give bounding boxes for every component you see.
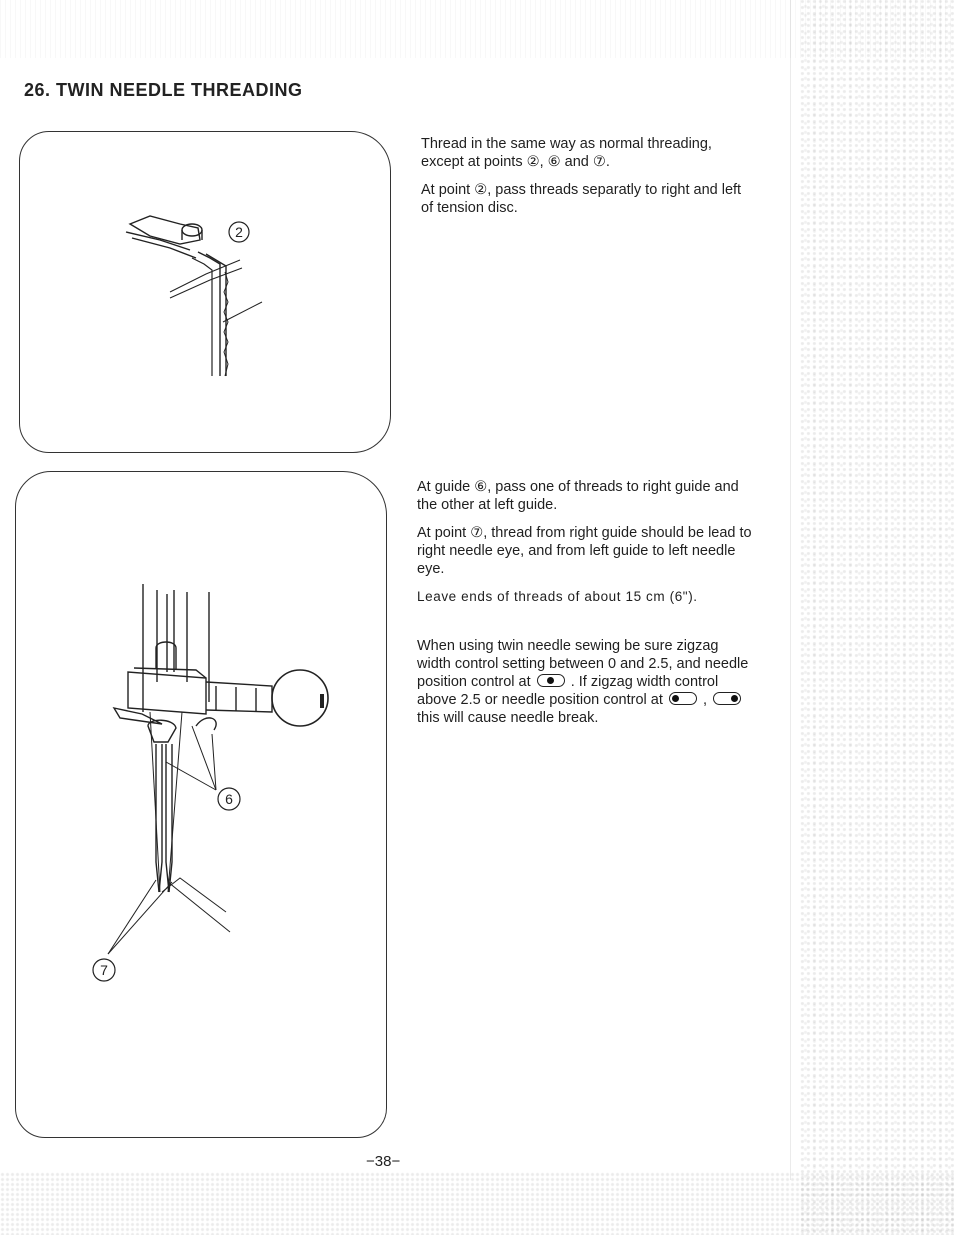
section-2-text <box>417 478 752 616</box>
figure-tension-disc <box>19 131 391 453</box>
section-3-text <box>417 637 752 737</box>
twin-needle-illustration <box>16 472 386 1137</box>
section-2-paragraph-3: Leave ends of threads of about 15 cm (6"). <box>417 589 698 604</box>
section-1-paragraph-1: Thread in the same way as normal threading, except at points ②, ⑥ and ⑦. <box>421 136 712 170</box>
page-edge <box>790 0 791 1180</box>
section-3-part-4: this will cause needle break. <box>417 710 599 726</box>
page-number: −38− <box>366 1153 401 1170</box>
section-1-text <box>421 135 756 227</box>
section-1-paragraph-2: At point ②, pass threads separatly to right and left of tension disc. <box>421 182 742 216</box>
section-2-paragraph-1: At guide ⑥, pass one of threads to right guide and the other at left guide. <box>417 479 739 513</box>
tension-disc-illustration <box>20 132 390 452</box>
needle-position-center-icon <box>537 674 565 687</box>
scan-noise-bottom <box>0 1172 954 1235</box>
callout-7: 7 <box>100 962 108 978</box>
section-3-paragraph <box>417 637 752 727</box>
page-title: 26. TWIN NEEDLE THREADING <box>24 80 303 100</box>
figure-twin-needle <box>15 471 387 1138</box>
needle-position-right-icon <box>713 692 741 705</box>
section-3-part-3: , <box>702 692 707 708</box>
scan-noise-right <box>800 0 954 1235</box>
section-3-part-2: . If zigzag width control above 2.5 or needle position control at <box>417 674 719 708</box>
needle-position-left-icon <box>669 692 697 705</box>
section-2-paragraph-2: At point ⑦, thread from right guide should be lead to right needle eye, and from left guide to left needle eye. <box>417 525 752 577</box>
section-3-part-1: When using twin needle sewing be sure zigzag width control setting between 0 and 2.5, and needle position control at <box>417 638 749 690</box>
callout-6: 6 <box>225 791 233 807</box>
callout-2: 2 <box>235 224 243 240</box>
